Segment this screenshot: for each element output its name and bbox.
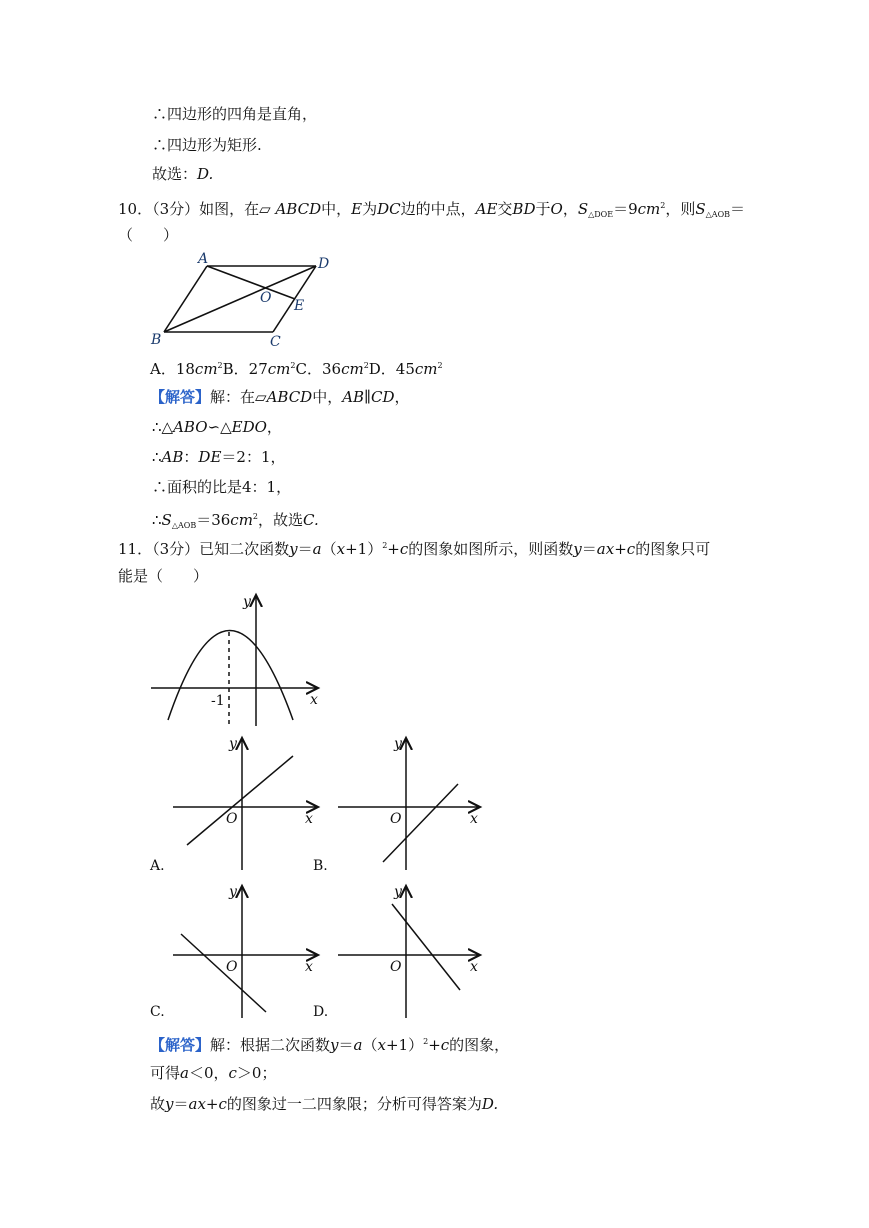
text: ax [188,1095,206,1113]
text: 中， [312,388,343,406]
solution-line [150,1094,498,1114]
text: S [577,200,589,218]
text: D. [481,1095,499,1113]
text: x [336,540,346,558]
option-c: C．36 [295,360,342,378]
label-o: O [226,811,238,827]
text: S [695,200,706,218]
label-o: O [226,959,238,975]
text: 故选： [152,165,198,183]
label-y: y [243,594,251,610]
text: c [626,540,636,558]
text: 的图象如图所示，则函数 [408,540,574,558]
text: c [228,1064,237,1082]
option-letter: C. [150,1004,165,1020]
superscript: 2 [252,512,259,521]
label-c: C [270,334,281,350]
text: y [330,1036,339,1054]
text: ， [562,200,578,218]
text-line: ∴四边形的四角是直角， [152,105,318,123]
unit: cm [414,360,438,378]
superscript: 2 [437,361,443,370]
text: ABCD [266,388,313,406]
text: 的图象， [449,1036,510,1054]
text: 11．（3分）已知二次函数 [118,540,290,558]
text: ABCD [275,200,322,218]
label-o: O [390,811,402,827]
text: （ [321,540,337,558]
label-x: x [305,811,313,827]
text: ＝ [338,1036,354,1054]
label-d: D [318,256,330,272]
solution-line: ∴面积的比是4：1， [152,478,292,496]
solution-line [150,1063,276,1083]
superscript: 2 [660,201,666,210]
option-b: B．27 [222,360,268,378]
label-y: y [229,736,237,752]
text: ，故选 [258,511,304,529]
text: 故 [150,1095,166,1113]
text: + [205,1095,219,1113]
text: x [377,1036,386,1054]
subscript: △AOB [171,521,197,530]
text: c [218,1095,227,1113]
solution-tag: 【解答】 [150,1036,211,1054]
subscript: △DOE [588,210,614,219]
text: 的图象过一二四象限；分析可得答案为 [226,1095,482,1113]
option-letter: B. [313,858,328,874]
text: cm [637,200,661,218]
text-line: ∴四边形为矩形. [152,136,262,154]
text: 交 [497,200,513,218]
solution-line [150,1032,509,1055]
label-x: x [310,692,318,708]
label-b: B [151,332,162,348]
graph-b [313,736,480,874]
text: ∴ [152,448,162,466]
text: 10．（3分）如图，在▱ [118,200,271,218]
text: + [387,540,400,558]
label-o: O [260,290,272,306]
text: + [614,540,627,558]
text: ∴ [152,511,162,529]
question-10-paren: （ ） [118,226,179,244]
text: a [353,1036,363,1054]
option-letter: D. [313,1004,329,1020]
label-e: E [294,298,305,314]
graph-a [149,736,318,874]
text: ， [266,418,282,436]
solution-tag: 【解答】 [150,388,211,406]
superscript: 2 [423,1037,429,1046]
text: ＝36 [196,511,231,529]
text: 于 [535,200,551,218]
text: +1） [385,1036,424,1054]
text: C. [303,511,319,529]
text: ＜0， [188,1064,229,1082]
text: 解：在▱ [210,388,267,406]
superscript: 2 [363,361,369,370]
option-letter: A. [150,858,165,874]
text: 可得 [150,1064,181,1082]
text: ＝ [581,540,597,558]
text: ∽△ [207,418,232,436]
text: BD [512,200,536,218]
text: ＝ [297,540,313,558]
text: ，则 [665,200,696,218]
option-d: D．45 [368,360,415,378]
label-minus-1: -1 [211,693,225,709]
text: 中， [321,200,352,218]
text: y [289,540,298,558]
label-o: O [390,959,402,975]
text: 的图象只可 [635,540,711,558]
text: EDO [231,418,267,436]
text: c [399,540,409,558]
text: c [440,1036,450,1054]
text: ＞0； [236,1064,277,1082]
text: ， [394,388,410,406]
text: ＝9 [613,200,638,218]
text: DC [377,200,401,218]
text: ＝ [173,1095,189,1113]
label-x: x [470,959,478,975]
superscript: 2 [217,361,223,370]
text: a [180,1064,189,1082]
text: （ [362,1036,378,1054]
graph-c [150,884,318,1020]
option-a: A．18 [150,360,195,378]
label-a: A [198,251,209,267]
text: + [428,1036,441,1054]
text: y [165,1095,174,1113]
question-11-paren: 能是（ ） [118,567,209,585]
text: AE [475,200,498,218]
text: cm [230,511,253,529]
text: AB∥CD [342,388,395,406]
text: E [351,200,363,218]
label-x: x [470,811,478,827]
text: O [550,200,563,218]
graph-d [313,884,480,1020]
superscript: 2 [382,541,388,550]
text: AB [161,448,184,466]
label-y: y [229,884,237,900]
text: 解：根据二次函数 [210,1036,331,1054]
text: +1） [345,540,383,558]
unit: cm [194,360,218,378]
text: ＝2：1， [221,448,286,466]
unit: cm [341,360,364,378]
text: ax [596,540,615,558]
text: ∴△ [152,418,174,436]
label-y: y [394,736,402,752]
text: a [312,540,322,558]
unit: cm [267,360,291,378]
text: ＝ [730,200,746,218]
text: S [161,511,172,529]
label-x: x [305,959,313,975]
answer-letter: D. [197,165,214,183]
text: 边的中点， [400,200,476,218]
superscript: 2 [290,361,296,370]
text: 为 [362,200,378,218]
text: DE [198,448,222,466]
text: ABO [173,418,208,436]
label-y: y [394,884,402,900]
subscript: △AOB [705,210,731,219]
text: y [573,540,582,558]
text: ： [183,448,199,466]
